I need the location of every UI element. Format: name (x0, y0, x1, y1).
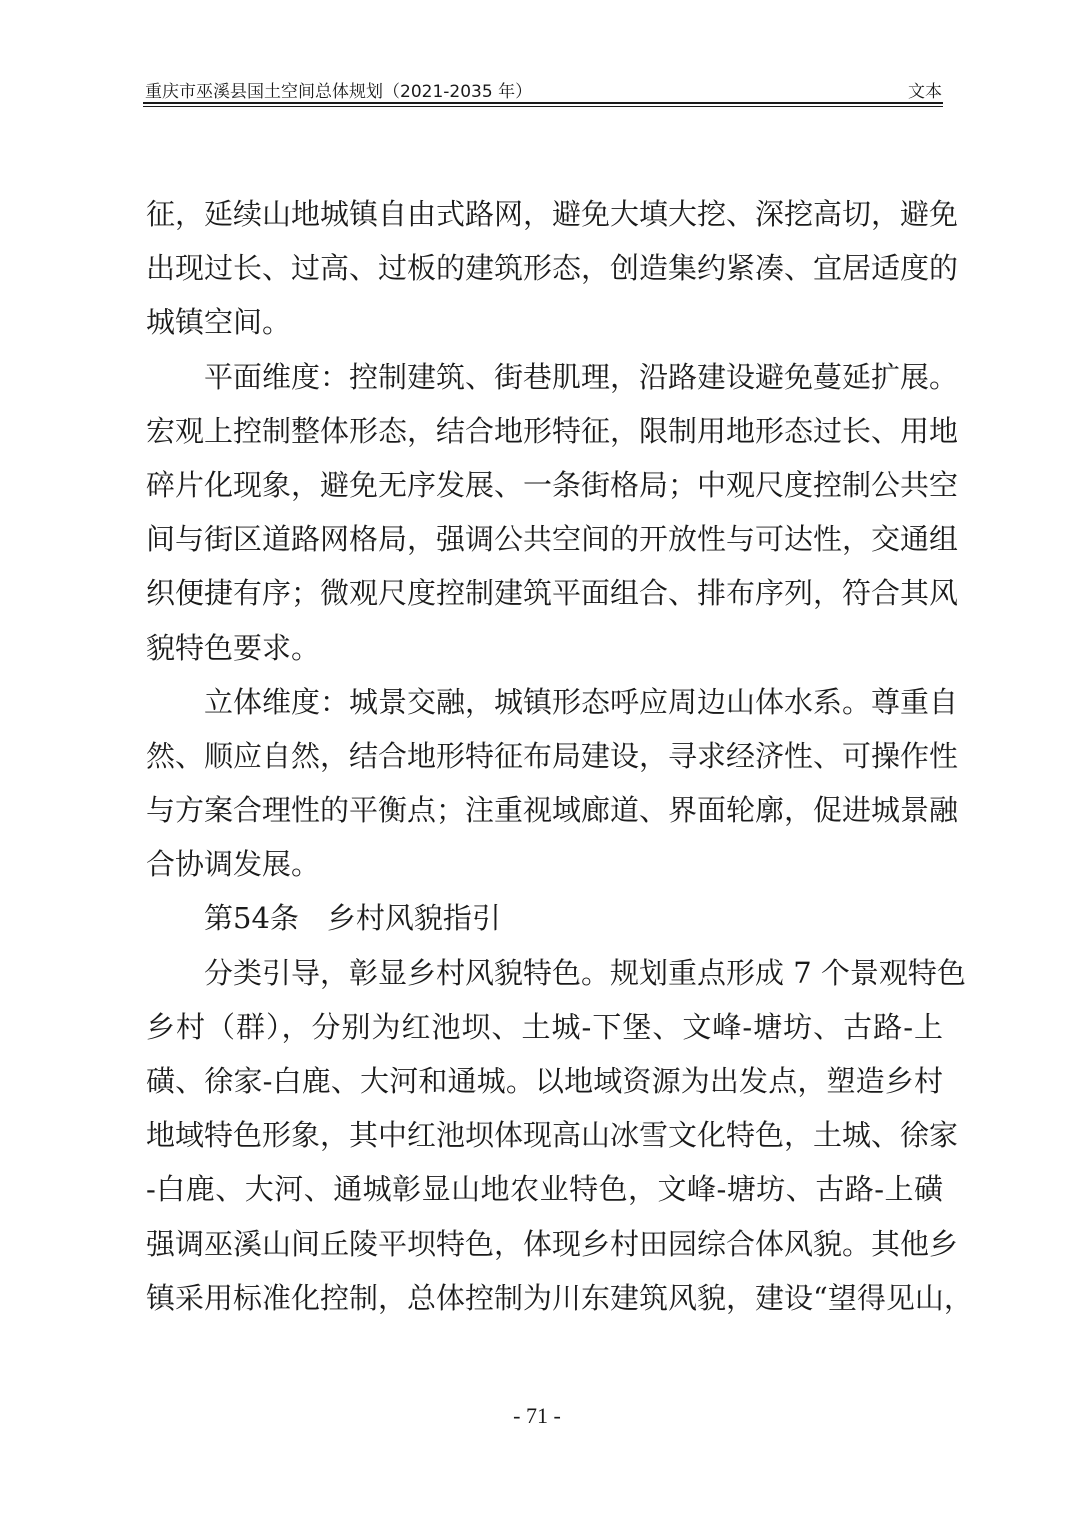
text-line: 城镇空间。 (146, 305, 292, 340)
running-header (145, 76, 942, 102)
header-rule-thick (143, 102, 943, 104)
text-line: 出现过长、过高、过板的建筑形态，创造集约紧凑、宜居适度的 (146, 251, 959, 286)
text-line: 磺、徐家-白鹿、大河和通城。以地域资源为出发点，塑造乡村 (146, 1064, 943, 1098)
header-rule-thin (143, 106, 943, 107)
text-line: 碎片化现象，避免无序发展、一条街格局；中观尺度控制公共空 (146, 467, 959, 502)
text-line: 地域特色形象，其中红池坝体现高山冰雪文化特色，土城、徐家 (146, 1118, 959, 1153)
text-line: 平面维度：控制建筑、街巷肌理，沿路建设避免蔓延扩展。 (146, 359, 959, 394)
text-line: -白鹿、大河、通城彰显山地农业特色，文峰-塘坊、古路-上磺 (146, 1172, 943, 1207)
text-line: 织便捷有序；微观尺度控制建筑平面组合、排布序列，符合其风 (146, 576, 959, 611)
body-text (146, 187, 973, 1325)
article-heading (146, 891, 943, 945)
article-title: 乡村风貌指引 (326, 901, 501, 936)
document-section-label: 文本 (908, 82, 942, 102)
article-number: 第54条 (204, 901, 299, 936)
text-line: 与方案合理性的平衡点；注重视域廊道、界面轮廓，促进城景融 (146, 793, 959, 828)
text-line: 貌特色要求。 (146, 630, 321, 665)
text-line: 征，延续山地城镇自由式路网，避免大填大挖、深挖高切，避免 (146, 197, 959, 231)
text-line: 分类引导，彰显乡村风貌特色。规划重点形成 7 个景观特色 (146, 955, 966, 990)
text-line: 合协调发展。 (146, 847, 321, 882)
text-line: 然、顺应自然，结合地形特征布局建设，寻求经济性、可操作性 (146, 738, 959, 773)
text-line: 乡村（群），分别为红池坝、土城-下堡、文峰-塘坊、古路-上 (146, 1009, 943, 1044)
page-number: - 71 - (513, 1403, 561, 1428)
text-line: 强调巫溪山间丘陵平坝特色，体现乡村田园综合体风貌。其他乡 (146, 1226, 959, 1261)
document-title: 重庆市巫溪县国土空间总体规划（2021-2035 年） (145, 82, 533, 102)
text-line: 间与街区道路网格局，强调公共空间的开放性与可达性，交通组 (146, 522, 959, 557)
text-line: 立体维度：城景交融，城镇形态呼应周边山体水系。尊重自 (146, 684, 959, 719)
text-line: 宏观上控制整体形态，结合地形特征，限制用地形态过长、用地 (146, 413, 959, 448)
text-line: 镇采用标准化控制，总体控制为川东建筑风貌，建设“望得见山， (146, 1280, 973, 1315)
